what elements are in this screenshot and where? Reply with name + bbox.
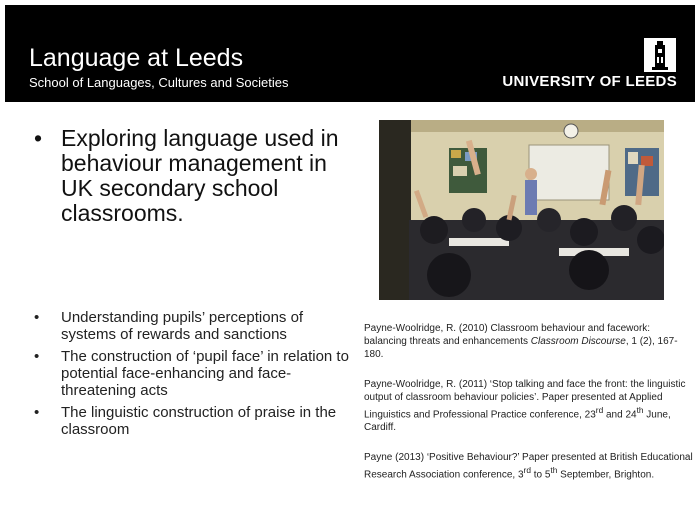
reference-item	[364, 451, 694, 481]
classroom-photo	[379, 120, 664, 300]
slide-header	[5, 5, 695, 102]
reference-text: Payne-Woolridge, R. (2010) Classroom behaviour and facework: balancing threats and enhancements	[364, 323, 651, 347]
sub-bullet-text: Understanding pupils’ perceptions of systems of rewards and sanctions	[61, 309, 304, 343]
bullet-dot: •	[34, 309, 40, 326]
sub-bullet-text: The linguistic construction of praise in the classroom	[61, 404, 337, 438]
ordinal-suffix: th	[636, 405, 644, 415]
reference-text: to 5	[530, 469, 551, 481]
reference-text: Payne-Woolridge, R. (2011) ‘Stop talking and face the front: the linguistic output of classroom behaviour policies’. Paper presented at Applied Linguistics and Professional Practice conference, 23	[364, 379, 686, 421]
sub-bullet	[34, 404, 354, 438]
references	[364, 322, 694, 499]
reference-text: September, Brighton.	[557, 469, 655, 481]
reference-journal: Classroom Discourse	[530, 336, 626, 347]
reference-item	[364, 378, 694, 434]
reference-item	[364, 322, 694, 361]
university-logo-text: UNIVERSITY OF LEEDS	[502, 73, 677, 90]
header-subtitle: School of Languages, Cultures and Societies	[29, 75, 289, 90]
main-bullet-text: Exploring language used in behaviour management in UK secondary school classrooms.	[61, 125, 339, 226]
university-tower-icon	[644, 38, 676, 72]
ordinal-suffix: rd	[523, 465, 531, 476]
main-bullet	[34, 126, 354, 226]
ordinal-suffix: th	[550, 465, 558, 476]
reference-text: and 24	[603, 409, 637, 421]
bullet-dot: •	[34, 348, 40, 365]
reference-text: Payne (2013) ‘Positive Behaviour?’ Paper presented at British Educational Research Association conference, 3	[364, 452, 693, 481]
sub-bullet-text: The construction of ‘pupil face’ in relation to potential face-enhancing and face-threatening acts	[61, 348, 349, 399]
header-title: Language at Leeds	[29, 44, 244, 72]
sub-bullet	[34, 309, 354, 343]
bullet-dot: •	[34, 404, 40, 421]
reference-text: June, Cardiff.	[364, 409, 671, 434]
sub-bullet-list	[34, 309, 354, 443]
ordinal-suffix: rd	[595, 405, 604, 415]
reference-text: , 1 (2), 167-180.	[364, 336, 678, 360]
bullet-dot: •	[34, 125, 43, 151]
sub-bullet	[34, 348, 354, 399]
